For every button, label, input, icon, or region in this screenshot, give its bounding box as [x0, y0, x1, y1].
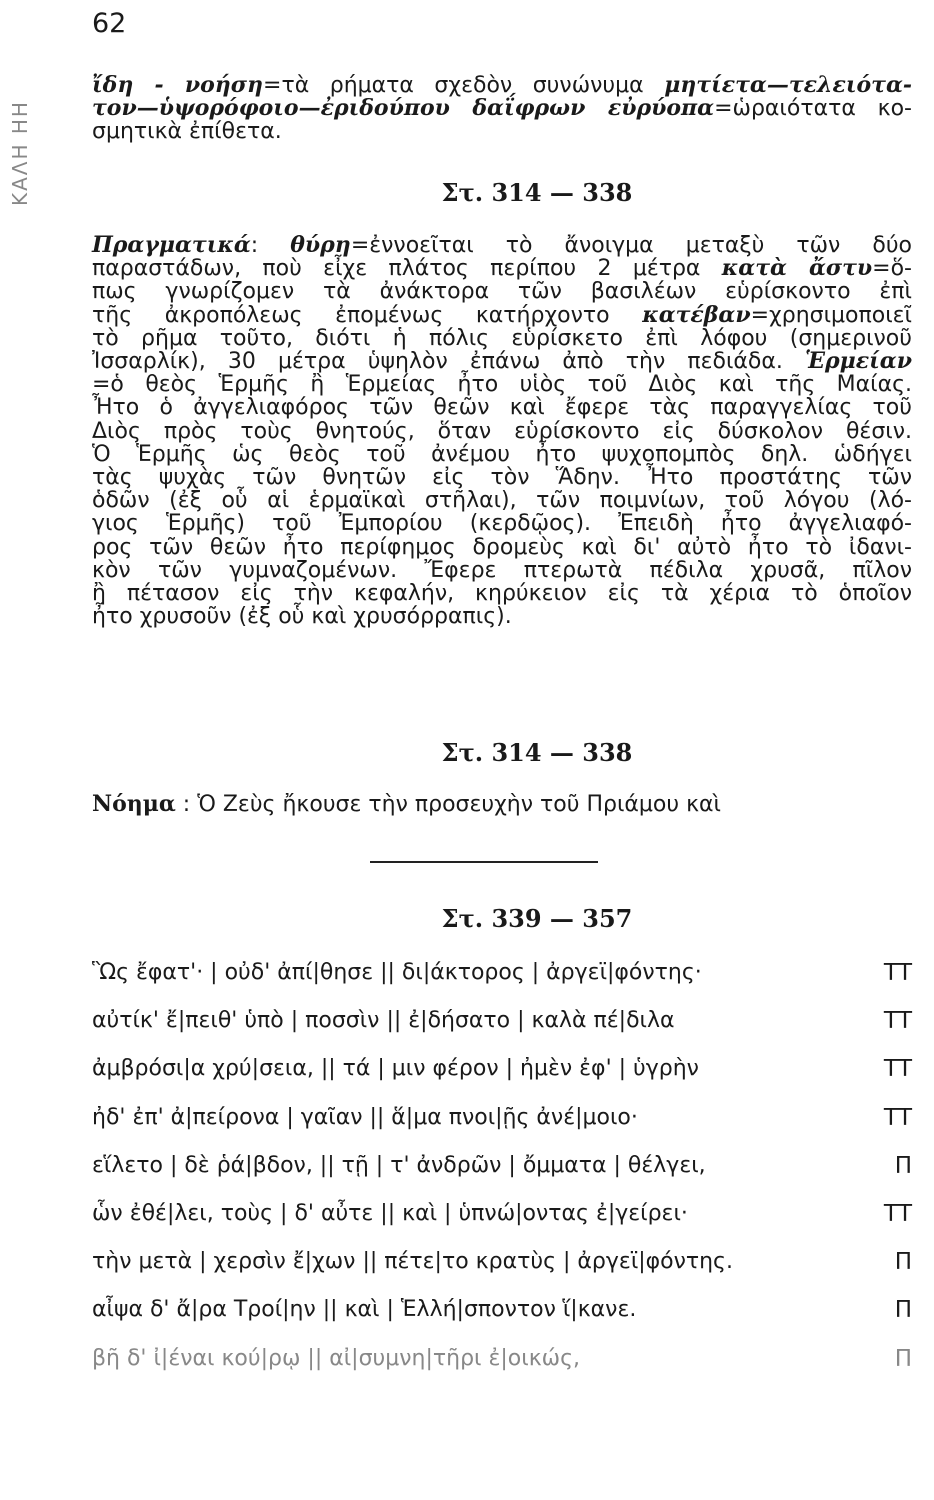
- text-segment: =ὅ-: [872, 256, 912, 282]
- text-segment: γιος Ἑρμῆς) τοῦ Ἐμπορίου (κερδῷος). Ἐπειδὴ ἦτο ἀγγελιαφό-: [92, 511, 912, 537]
- text-line: [92, 489, 912, 512]
- text-segment: παραστάδων, ποὺ εἶχε πλάτος περίπου 2 μέτρα: [92, 256, 722, 282]
- text-segment: =ὡραιότατα κο-: [714, 96, 912, 122]
- section-heading-1: Στ. 314 — 338: [441, 178, 633, 207]
- emphasized-term: κατέβαν: [642, 301, 751, 328]
- text-segment: ἢ πέτασον εἰς τὴν κεφαλήν, κηρύκειον εἰς τὰ χέρια τὸ ὁποῖον: [92, 581, 912, 607]
- verse-text: ὧν ἐθέ|λει, τοὺς | δ' αὖτε || καὶ | ὑπνώ|οντας ἐ|γείρει·: [92, 1200, 688, 1226]
- text-line: [92, 280, 912, 303]
- text-line: [92, 257, 912, 280]
- commentary-paragraph: [92, 234, 912, 628]
- text-segment: =ἐννοεῖται τὸ ἄνοιγμα μεταξὺ τῶν δύο: [350, 233, 913, 258]
- text-line: [92, 443, 912, 466]
- verse-line: [92, 960, 912, 1008]
- emphasized-term: Πραγματικά: [92, 232, 251, 258]
- emphasized-term: μητίετα—τελειότα-: [664, 72, 912, 98]
- verse-text: Ὣς ἔφατ'· | οὐδ' ἀπί|θησε || δι|άκτορος | ἀργεϊ|φόντης·: [92, 960, 702, 985]
- horizontal-divider: [370, 861, 598, 863]
- verse-line: [92, 1105, 912, 1153]
- text-line: [92, 536, 912, 559]
- verse-text: αὐτίκ' ἔ|πειθ' ὑπὸ | ποσσὶν || ἐ|δήσατο | καλὰ πέ|διλα: [92, 1008, 675, 1034]
- text-segment: κὸν τῶν γυμναζομένων. Ἔφερε πτερωτὰ πέδιλα χρυσᾶ, πῖλον: [92, 557, 912, 583]
- text-segment: =χρησιμοποιεῖ: [750, 302, 912, 328]
- text-line: [92, 420, 912, 443]
- text-segment: ὁδῶν (ἐξ οὗ αἱ ἑρμαϊκαὶ στῆλαι), τῶν ποιμνίων, τοῦ λόγου (λό-: [92, 488, 912, 514]
- margin-handwriting: ΚΑΛΗ ΗΗ: [8, 100, 32, 206]
- emphasized-term: κατὰ ἄστυ: [721, 255, 873, 282]
- text-segment: σμητικὰ ἐπίθετα.: [92, 119, 282, 145]
- text-segment: Διὸς πρὸς τοὺς θνητούς, ὅταν εὑρίσκοντο εἰς δύσκολον θέσιν.: [92, 418, 912, 444]
- text-segment: Ὁ Ἑρμῆς ὡς θεὸς τοῦ ἀνέμου ἦτο ψυχοπομπὸς δηλ. ὡδήγει: [92, 441, 912, 467]
- scansion-mark: ΤΤ: [883, 1200, 912, 1227]
- scansion-mark: Π: [894, 1297, 912, 1324]
- verse-text: αἶψα δ' ἄ|ρα Τροί|ην || καὶ | Ἑλλή|σποντον ἵ|κανε.: [92, 1297, 637, 1323]
- verse-line: [92, 1346, 912, 1394]
- text-line: [92, 373, 912, 396]
- text-line: [92, 559, 912, 582]
- scansion-mark: ΤΤ: [883, 1056, 912, 1083]
- section-heading-3: Στ. 339 — 357: [441, 904, 633, 933]
- text-segment: τῆς ἀκροπόλεως ἐπομένως κατήρχοντο: [92, 302, 643, 328]
- text-segment: τὰς ψυχὰς τῶν θνητῶν εἰς τὸν Ἅδην. Ἦτο προστάτης τῶν: [92, 465, 912, 491]
- text-segment: ἦτο χρυσοῦν (ἐξ οὗ καὶ χρυσόρραπις).: [92, 604, 512, 630]
- text-line: [92, 605, 912, 628]
- verse-line: [92, 1249, 912, 1297]
- scansion-mark: ΤΤ: [883, 960, 912, 986]
- verse-line: [92, 1297, 912, 1345]
- emphasized-term: θύρη: [290, 232, 351, 258]
- verse-line: [92, 1201, 912, 1249]
- section-heading-2: Στ. 314 — 338: [441, 738, 633, 767]
- text-segment: Ἦτο ὁ ἀγγελιαφόρος τῶν θεῶν καὶ ἔφερε τὰς παραγγελίας τοῦ: [92, 395, 912, 421]
- verse-text: εἵλετο | δὲ ῥά|βδον, || τῇ | τ' ἀνδρῶν | ὄμματα | θέλγει,: [92, 1152, 706, 1178]
- verse-line: [92, 1153, 912, 1201]
- verse-text: ἠδ' ἐπ' ἀ|πείρονα | γαῖαν || ἅ|μα πνοι|ῇς ἀνέ|μοιο·: [92, 1104, 638, 1130]
- text-segment: =ὁ θεὸς Ἑρμῆς ἢ Ἑρμείας ἦτο υἱὸς τοῦ Διὸς καὶ τῆς Μαίας.: [92, 372, 912, 398]
- scansion-mark: Π: [894, 1345, 912, 1372]
- text-segment: =τὰ ρήματα σχεδὸν συνώνυμα: [263, 73, 665, 98]
- emphasized-term: Ἑρμείαν: [805, 348, 912, 375]
- meaning-paragraph: [92, 793, 912, 816]
- text-line: [92, 396, 912, 419]
- verse-text: τὴν μετὰ | χερσὶν ἔ|χων || πέτε|το κρατὺς | ἀργεϊ|φόντης.: [92, 1249, 733, 1275]
- emphasized-term: ἴδη - νοήση: [92, 72, 264, 98]
- meaning-text: : Ὁ Ζεὺς ἤκουσε τὴν προσευχὴν τοῦ Πριάμου καὶ: [175, 792, 721, 817]
- text-line: [92, 97, 912, 120]
- text-line: [92, 74, 912, 97]
- glossary-paragraph: [92, 74, 912, 144]
- scansion-mark: ΤΤ: [883, 1008, 912, 1035]
- text-line: [92, 350, 912, 373]
- text-segment: πως γνωρίζομεν τὰ ἀνάκτορα τῶν βασιλέων εὑρίσκοντο ἐπὶ: [92, 279, 912, 305]
- text-segment: τὸ ρῆμα τοῦτο, διότι ἡ πόλις εὑρίσκετο ἐπὶ λόφου (σημερινοῦ: [92, 325, 912, 351]
- meaning-label: Νόημα: [92, 791, 176, 817]
- text-segment: :: [250, 233, 291, 258]
- text-line: [92, 466, 912, 489]
- verse-text: ἀμβρόσι|α χρύ|σεια, || τά | μιν φέρον | ἠμὲν ἐφ' | ὑγρὴν: [92, 1056, 699, 1082]
- scansion-mark: Π: [894, 1152, 912, 1179]
- scansion-mark: Π: [894, 1249, 912, 1276]
- verse-text: βῆ δ' ἰ|έναι κού|ρῳ || αἰ|συμνη|τῆρι ἐ|οικώς,: [92, 1345, 580, 1371]
- page-number: 62: [92, 8, 127, 39]
- text-line: [92, 234, 912, 257]
- text-segment: Ἰσσαρλίκ), 30 μέτρα ὑψηλὸν ἐπάνω ἀπὸ τὴν πεδιάδα.: [92, 349, 806, 375]
- text-line: [92, 582, 912, 605]
- verse-line: [92, 1056, 912, 1104]
- emphasized-term: τον—ὑψορόφοιο—ἐριδούπου δαΐφρων εὐρύοπα: [92, 95, 715, 122]
- verse-list: [92, 960, 912, 1394]
- text-segment: ρος τῶν θεῶν ἦτο περίφημος δρομεὺς καὶ δι' αὐτὸ ἦτο τὸ ἰδανι-: [92, 534, 912, 560]
- text-line: [92, 120, 912, 143]
- text-line: [92, 512, 912, 535]
- text-line: [92, 327, 912, 350]
- text-line: [92, 301, 912, 328]
- scansion-mark: ΤΤ: [883, 1104, 912, 1131]
- verse-line: [92, 1008, 912, 1056]
